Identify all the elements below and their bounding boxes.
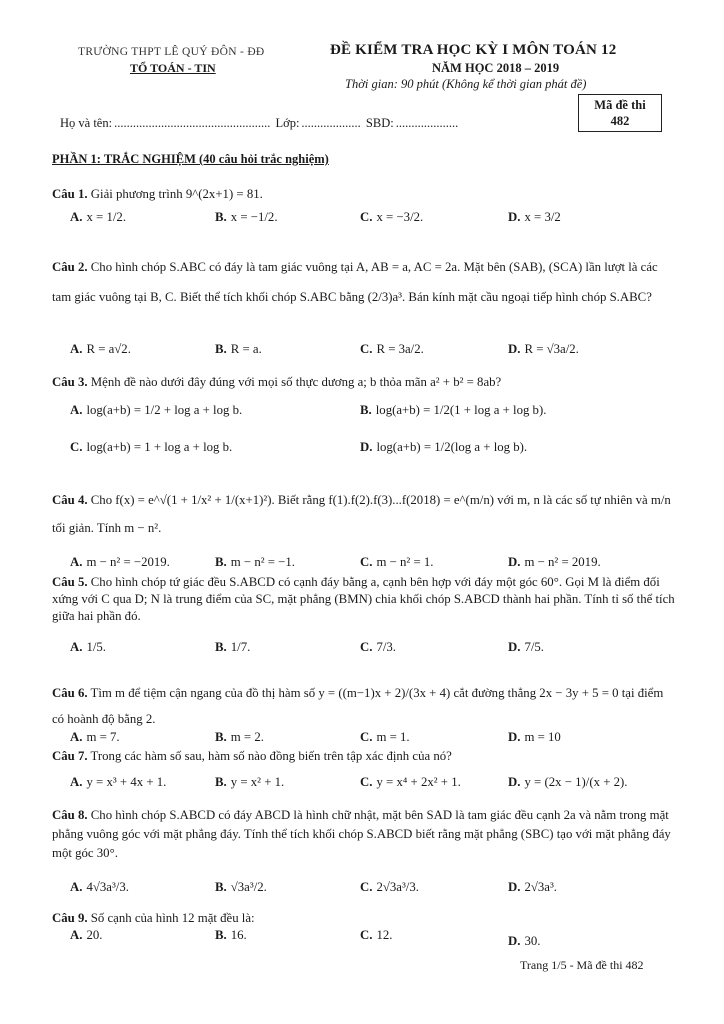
question-number: Câu 3. <box>52 375 88 389</box>
part-1-title: PHẦN 1: TRẮC NGHIỆM (40 câu hỏi trắc nghiệm) <box>52 152 329 166</box>
exam-title: ĐỀ KIỂM TRA HỌC KỲ I MÔN TOÁN 12 <box>330 42 617 58</box>
option-c[interactable]: C. y = x⁴ + 2x² + 1. <box>360 775 461 789</box>
option-a[interactable]: A. m − n² = −2019. <box>70 555 170 569</box>
school-name: TRƯỜNG THPT LÊ QUÝ ĐÔN - ĐĐ <box>78 46 265 58</box>
question-4-options <box>70 555 680 575</box>
option-d[interactable]: D. m = 10 <box>508 730 561 744</box>
question-number: Câu 7. <box>52 749 88 763</box>
option-d[interactable]: D. 2√3a³. <box>508 880 557 894</box>
option-b[interactable]: B. y = x² + 1. <box>215 775 285 789</box>
question-text: Trong các hàm số sau, hàm số nào đồng biến trên tập xác định của nó? <box>90 749 452 763</box>
option-a[interactable]: A. 1/5. <box>70 640 107 654</box>
option-a[interactable]: A. R = a√2. <box>70 342 131 356</box>
question-6 <box>52 680 677 732</box>
option-a[interactable]: A. 20. <box>70 928 103 942</box>
option-a[interactable]: A. log(a+b) = 1/2 + log a + log b. <box>70 403 243 417</box>
option-d[interactable]: D. y = (2x − 1)/(x + 2). <box>508 775 628 789</box>
option-c[interactable]: C. R = 3a/2. <box>360 342 424 356</box>
option-c[interactable]: C. m − n² = 1. <box>360 555 434 569</box>
exam-code-label: Mã đề thi <box>594 98 646 112</box>
question-2-options <box>70 342 680 362</box>
page-footer: Trang 1/5 - Mã đề thi 482 <box>520 958 644 972</box>
option-b[interactable]: B. 1/7. <box>215 640 251 654</box>
option-a[interactable]: A. x = 1/2. <box>70 210 127 224</box>
option-d[interactable]: D. 7/5. <box>508 640 545 654</box>
option-a[interactable]: A. m = 7. <box>70 730 120 744</box>
question-text: Giải phương trình 9^(2x+1) = 81. <box>90 187 263 201</box>
question-text: Tìm m để tiệm cận ngang của đồ thị hàm số y = ((m−1)x + 2)/(3x + 4) cắt đường thẳng 2x − 3y + 5 = 0 tại điểm có hoành độ bằng 2. <box>52 686 664 726</box>
name-field[interactable]: .................................................. <box>114 116 271 130</box>
question-8 <box>52 806 677 863</box>
option-d[interactable]: D. log(a+b) = 1/2(log a + log b). <box>360 440 528 454</box>
department-name: TỔ TOÁN - TIN <box>130 61 216 75</box>
question-text: Cho hình chóp tứ giác đều S.ABCD có cạnh đáy bằng a, cạnh bên hợp với đáy một góc 60°. Gọi M là điểm đối xứng với C qua D; N là trung điểm của SC, mặt phẳng (BMN) chia khối chóp S.ABCD thành hai phần. Tính tỉ số thể tích giữa hai phần đó. <box>52 575 675 623</box>
option-b[interactable]: B. m − n² = −1. <box>215 555 295 569</box>
option-c[interactable]: C. 7/3. <box>360 640 397 654</box>
school-year: NĂM HỌC 2018 – 2019 <box>432 61 560 75</box>
name-label: Họ và tên: <box>60 116 113 130</box>
question-7 <box>52 748 677 764</box>
option-b[interactable]: B. √3a³/2. <box>215 880 267 894</box>
option-d[interactable]: D. x = 3/2 <box>508 210 561 224</box>
option-b[interactable]: B. m = 2. <box>215 730 264 744</box>
question-number: Câu 8. <box>52 808 88 822</box>
question-3 <box>52 374 677 390</box>
question-6-options <box>70 730 680 750</box>
sbd-label: SBD: <box>365 116 394 130</box>
question-3-options-row-1 <box>70 403 680 423</box>
option-a[interactable]: A. y = x³ + 4x + 1. <box>70 775 167 789</box>
option-a[interactable]: A. 4√3a³/3. <box>70 880 129 894</box>
option-c[interactable]: C. x = −3/2. <box>360 210 424 224</box>
option-b[interactable]: B. x = −1/2. <box>215 210 278 224</box>
question-number: Câu 6. <box>52 686 88 700</box>
question-4 <box>52 486 677 542</box>
option-c[interactable]: C. 12. <box>360 928 393 942</box>
class-field[interactable]: ................... <box>301 116 361 130</box>
question-5 <box>52 574 677 625</box>
question-9 <box>52 910 677 926</box>
question-number: Câu 4. <box>52 493 88 507</box>
question-8-options <box>70 880 680 900</box>
time-note: Thời gian: 90 phút (Không kể thời gian phát đề) <box>345 77 587 91</box>
question-9-options <box>70 928 680 948</box>
option-d[interactable]: D. R = √3a/2. <box>508 342 579 356</box>
option-c[interactable]: C. m = 1. <box>360 730 410 744</box>
question-text: Cho hình chóp S.ABC có đáy là tam giác vuông tại A, AB = a, AC = 2a. Mặt bên (SAB), (SCA) lần lượt là các tam giác vuông tại B, C. Biết thể tích khối chóp S.ABC bằng (2/3)a³. Bán kính mặt cầu ngoại tiếp hình chóp S.ABC? <box>52 260 658 304</box>
question-text: Cho hình chóp S.ABCD có đáy ABCD là hình chữ nhật, mặt bên SAD là tam giác đều cạnh 2a và nằm trong mặt phẳng vuông góc với mặt phẳng đáy. Tính thể tích khối chóp S.ABCD biết rằng mặt phẳng (SBC) tạo với mặt phẳng đáy một góc 30°. <box>52 808 671 860</box>
exam-code-value: 482 <box>610 114 630 128</box>
question-number: Câu 2. <box>52 260 88 274</box>
question-text: Mệnh đề nào dưới đây đúng với mọi số thực dương a; b thỏa mãn a² + b² = 8ab? <box>90 375 502 389</box>
exam-code-box <box>578 94 662 132</box>
option-c[interactable]: C. 2√3a³/3. <box>360 880 419 894</box>
question-3-options-row-2 <box>70 440 680 460</box>
option-b[interactable]: B. R = a. <box>215 342 262 356</box>
question-1 <box>52 186 677 202</box>
option-b[interactable]: B. log(a+b) = 1/2(1 + log a + log b). <box>360 403 547 417</box>
question-text: Cho f(x) = e^√(1 + 1/x² + 1/(x+1)²). Biết rằng f(1).f(2).f(3)...f(2018) = e^(m/n) với m, n là các số tự nhiên và m/n tối giản. Tính m − n². <box>52 493 671 535</box>
option-c[interactable]: C. log(a+b) = 1 + log a + log b. <box>70 440 233 454</box>
option-b[interactable]: B. 16. <box>215 928 247 942</box>
option-d[interactable]: D. 30. <box>508 934 541 948</box>
question-2 <box>52 252 677 312</box>
question-number: Câu 1. <box>52 187 88 201</box>
question-number: Câu 9. <box>52 911 88 925</box>
question-number: Câu 5. <box>52 575 88 589</box>
class-label: Lớp: <box>275 116 300 130</box>
question-5-options <box>70 640 680 660</box>
sbd-field[interactable]: .................... <box>395 116 459 130</box>
student-info-line <box>60 116 460 131</box>
question-text: Số cạnh của hình 12 mặt đều là: <box>90 911 255 925</box>
option-d[interactable]: D. m − n² = 2019. <box>508 555 601 569</box>
question-7-options <box>70 775 680 795</box>
question-1-options <box>70 210 680 230</box>
